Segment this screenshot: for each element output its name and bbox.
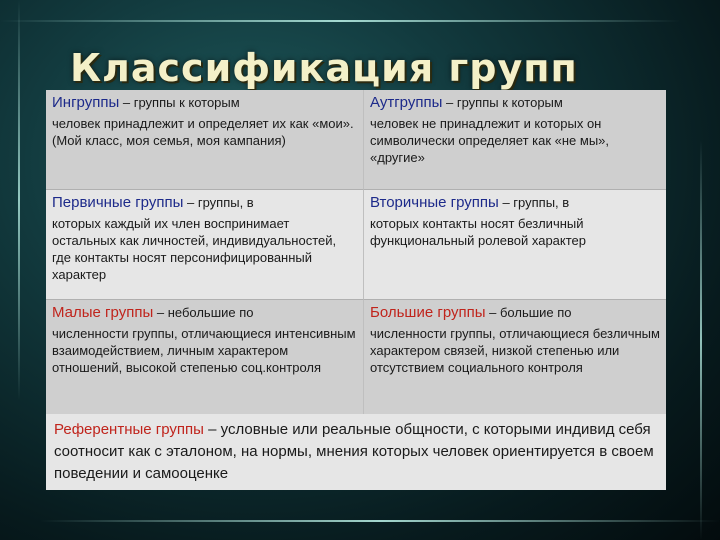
term-lead: – группы, в: [183, 195, 254, 210]
reference-groups-box: [46, 414, 666, 490]
cell-large-groups: [364, 300, 666, 414]
decorative-line-top: [0, 20, 680, 22]
cell-secondary-groups: [364, 190, 666, 300]
term-ingroups: Ингруппы: [52, 94, 120, 111]
slide-title: Классификация групп: [70, 46, 578, 90]
cell-body: численности группы, отличающиеся безличным характером связей, низкой степенью или отсутствием социального контроля: [370, 326, 660, 375]
cell-body: которых каждый их член воспринимает остальных как личностей, индивидуальностей, где контакты носят персонифицированный характер: [52, 216, 337, 282]
cell-body: численности группы, отличающиеся интенсивным взаимодействием, личным характером отношений, высокой степенью соц.контроля: [52, 326, 356, 375]
term-lead: – небольшие по: [153, 305, 254, 320]
term-lead: – большие по: [485, 305, 572, 320]
term-lead: – группы, в: [498, 195, 570, 210]
cell-small-groups: [46, 300, 364, 414]
cell-outgroups: [364, 90, 666, 190]
term-small-groups: Малые группы: [52, 304, 154, 321]
cell-ingroups: [46, 90, 364, 190]
reference-groups-text: – условные или реальные общности, с которыми индивид себя соотносит как с эталоном, на нормы, мнения которых человек ориентируется в своем поведении и самооценке: [54, 421, 654, 482]
term-lead: – группы к которым: [442, 95, 563, 110]
decorative-line-bottom: [40, 520, 720, 522]
term-secondary-groups: Вторичные группы: [370, 194, 499, 211]
term-reference-groups: Референтные группы: [54, 421, 204, 438]
cell-body: человек не принадлежит и которых он символически определяет как «не мы», «другие»: [370, 116, 610, 165]
term-outgroups: Аутгруппы: [370, 94, 443, 111]
decorative-line-left: [18, 0, 20, 400]
cell-body: которых контакты носят безличный функциональный ролевой характер: [370, 216, 587, 248]
term-primary-groups: Первичные группы: [52, 194, 184, 211]
term-lead: – группы к которым: [119, 95, 240, 110]
cell-body: человек принадлежит и определяет их как «мои». (Мой класс, моя семья, моя кампания): [52, 116, 354, 148]
cell-primary-groups: [46, 190, 364, 300]
term-large-groups: Большие группы: [370, 304, 486, 321]
decorative-line-right: [700, 140, 702, 540]
classification-table: [46, 90, 666, 414]
